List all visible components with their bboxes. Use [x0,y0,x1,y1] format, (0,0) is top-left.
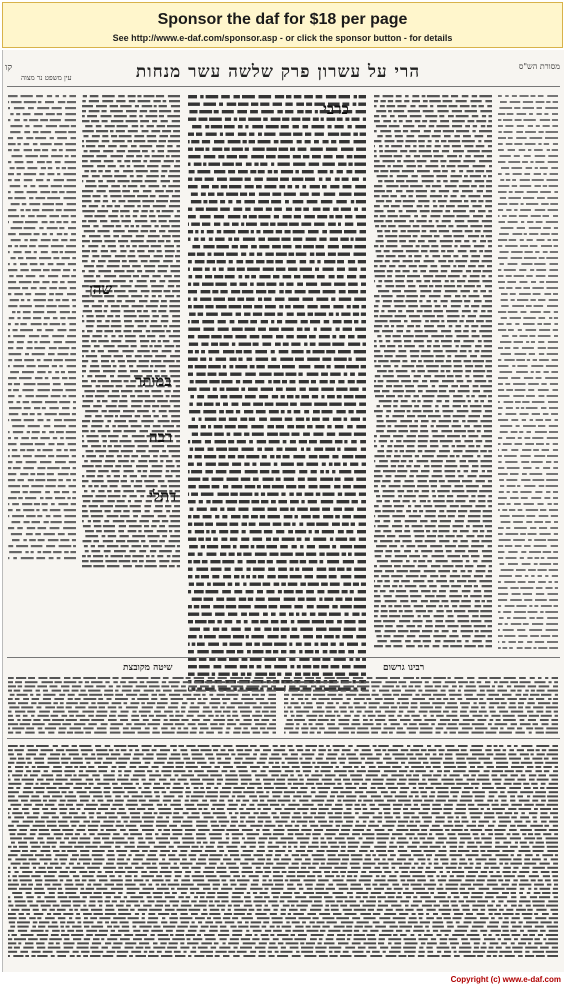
rashi-column [373,92,493,652]
dibur-hamatchil-2: שהן [89,280,113,298]
bottom-notes-block [7,742,559,960]
copyright-footer[interactable]: Copyright (c) www.e-daf.com [450,975,561,984]
masoret-label: מסורת הש"ס [518,62,560,71]
talmud-page [2,50,564,972]
dibur-hamatchil-4: רבה [149,428,173,446]
page-title: הרי על עשרון פרק שלשה עשר מנחות [135,62,421,82]
dibur-hamatchil-3: במותר [135,372,172,390]
page-header [3,56,564,88]
masoret-column [497,92,559,652]
rabbenu-gershom-title: רבינו גרשום [383,663,425,673]
rashi-text-lines [373,92,493,652]
ein-mishpat-column [7,92,77,562]
ein-mishpat-text-lines [7,92,77,562]
bottom-notes-text-lines [7,742,559,960]
rabbenu-gershom-column [283,674,559,734]
gemara-text-lines [187,92,367,692]
shita-text-lines [7,674,277,734]
lower-section-rule [7,657,560,658]
sponsor-title[interactable]: Sponsor the daf for $18 per page [157,11,408,28]
header-rule [7,86,560,87]
page-number: קו [5,63,13,73]
gemara-column [187,92,367,692]
sponsor-banner[interactable] [2,2,563,48]
shita-mekubetzet-title: שיטה מקובצת [123,663,173,673]
dibur-hamatchil-1: כרבי [323,100,349,118]
gershom-text-lines [283,674,559,734]
ein-mishpat-label: עין משפט נר מצוה [21,74,72,82]
shita-mekubetzet-column [7,674,277,734]
notes-rule [7,738,560,739]
sponsor-subtitle[interactable]: See http://www.e-daf.com/sponsor.asp - or click the sponsor button - for details [112,33,453,43]
masoret-text-lines [497,92,559,652]
dibur-hamatchil-5: דתלי [149,487,177,505]
